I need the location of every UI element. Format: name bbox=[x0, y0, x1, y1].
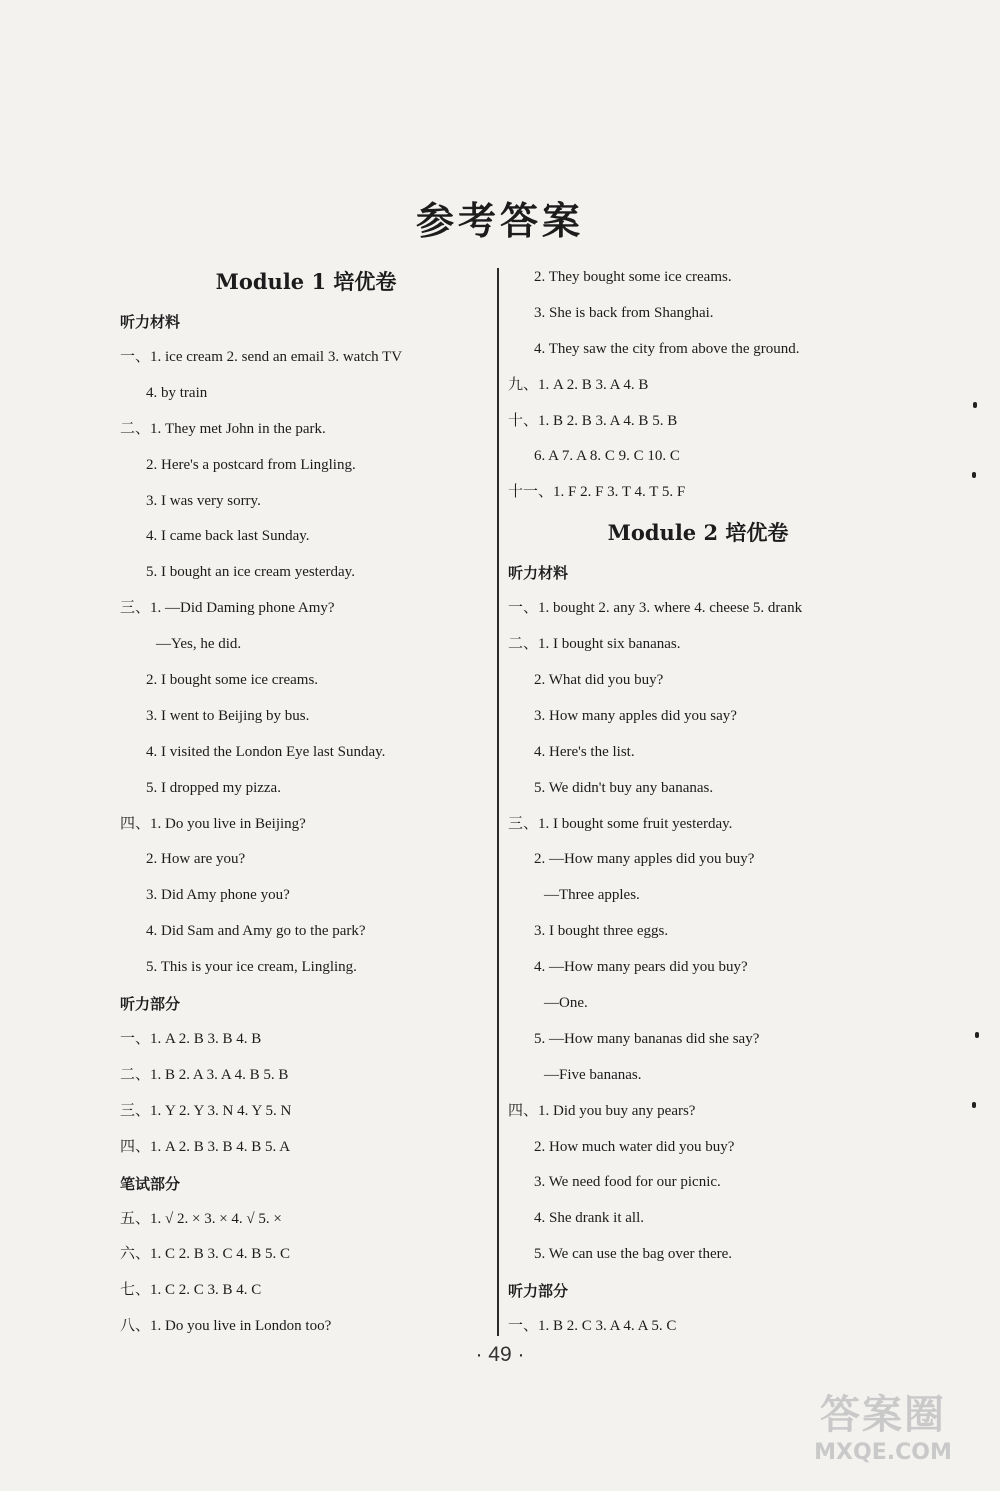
section-heading: 听力部分 bbox=[508, 1282, 569, 1301]
question-group-line: 七、1. C 2. C 3. B 4. C bbox=[120, 1282, 262, 1299]
answer-line: 3. How many apples did you say? bbox=[534, 707, 737, 724]
answer-line: 4. Did Sam and Amy go to the park? bbox=[146, 923, 366, 940]
section-heading: 听力部分 bbox=[120, 995, 181, 1014]
answer-line: 2. They bought some ice creams. bbox=[534, 269, 732, 285]
answer-line: 4. I came back last Sunday. bbox=[146, 528, 310, 545]
page-title: 参考答案 bbox=[415, 198, 584, 243]
answer-line: 3. Did Amy phone you? bbox=[146, 887, 290, 904]
answer-line: 2. —How many apples did you buy? bbox=[534, 851, 755, 868]
answer-line: 4. She drank it all. bbox=[534, 1210, 644, 1227]
section-heading: 笔试部分 bbox=[120, 1174, 181, 1193]
question-group-line: 九、1. A 2. B 3. A 4. B bbox=[508, 376, 649, 393]
watermark-title: 答案圈 bbox=[820, 1392, 946, 1438]
answer-line: 4. I visited the London Eye last Sunday. bbox=[146, 743, 386, 760]
watermark-url: MXQE.COM bbox=[814, 1440, 952, 1465]
question-group-line: 三、1. —Did Daming phone Amy? bbox=[120, 600, 335, 617]
question-group-line: 三、1. I bought some fruit yesterday. bbox=[508, 815, 733, 832]
question-group-line: 一、1. A 2. B 3. B 4. B bbox=[120, 1031, 262, 1048]
page-number: · 49 · bbox=[475, 1343, 525, 1366]
section-heading: 听力材料 bbox=[508, 564, 569, 583]
scan-speck bbox=[975, 1032, 979, 1038]
question-group-line: 一、1. B 2. C 3. A 4. A 5. C bbox=[508, 1318, 677, 1335]
answer-line: 5. I dropped my pizza. bbox=[146, 779, 281, 796]
section-heading: 听力材料 bbox=[120, 313, 181, 331]
answer-line: 3. I was very sorry. bbox=[146, 492, 261, 509]
answer-line: —Yes, he did. bbox=[156, 636, 242, 653]
answer-line: 4. They saw the city from above the ground. bbox=[534, 340, 800, 357]
answer-line: 2. Here's a postcard from Lingling. bbox=[146, 456, 356, 473]
question-group-line: 四、1. Do you live in Beijing? bbox=[120, 815, 306, 832]
left-column bbox=[120, 260, 492, 1345]
question-group-line: 二、1. They met John in the park. bbox=[120, 420, 326, 437]
answer-line: 2. I bought some ice creams. bbox=[146, 672, 319, 689]
question-group-line: 五、1. √ 2. × 3. × 4. √ 5. × bbox=[120, 1210, 282, 1227]
answer-line: 6. A 7. A 8. C 9. C 10. C bbox=[534, 448, 680, 465]
answer-line: 4. —How many pears did you buy? bbox=[534, 959, 748, 976]
answer-line: 5. We can use the bag over there. bbox=[534, 1246, 733, 1263]
question-group-line: 十、1. B 2. B 3. A 4. B 5. B bbox=[508, 412, 678, 429]
module-heading: Module 1 培优卷 bbox=[215, 269, 397, 294]
question-group-line: 十一、1. F 2. F 3. T 4. T 5. F bbox=[508, 484, 686, 501]
answer-line: —One. bbox=[544, 995, 588, 1012]
answer-line: 3. I bought three eggs. bbox=[534, 923, 669, 940]
answer-line: 4. Here's the list. bbox=[534, 743, 635, 760]
question-group-line: 四、1. A 2. B 3. B 4. B 5. A bbox=[120, 1138, 291, 1155]
answer-line: 3. We need food for our picnic. bbox=[534, 1174, 721, 1191]
question-group-line: 八、1. Do you live in London too? bbox=[120, 1318, 332, 1335]
answer-line: 5. We didn't buy any bananas. bbox=[534, 779, 714, 796]
answer-line: 2. How much water did you buy? bbox=[534, 1138, 735, 1155]
column-divider bbox=[497, 268, 499, 1336]
question-group-line: 四、1. Did you buy any pears? bbox=[508, 1102, 696, 1119]
module-heading: Module 2 培优卷 bbox=[607, 520, 789, 546]
answer-line: 5. This is your ice cream, Lingling. bbox=[146, 959, 357, 976]
question-group-line: 二、1. B 2. A 3. A 4. B 5. B bbox=[120, 1066, 289, 1083]
scan-speck bbox=[972, 472, 976, 478]
scan-speck bbox=[972, 1102, 976, 1108]
answer-line: —Three apples. bbox=[544, 887, 640, 904]
answer-line: —Five bananas. bbox=[544, 1066, 642, 1083]
watermark-logo bbox=[788, 1391, 978, 1473]
question-group-line: 三、1. Y 2. Y 3. N 4. Y 5. N bbox=[120, 1102, 292, 1119]
right-column bbox=[508, 260, 888, 1345]
answer-line: 4. by train bbox=[146, 384, 208, 401]
answer-line: 3. She is back from Shanghai. bbox=[534, 304, 714, 321]
answer-line: 5. I bought an ice cream yesterday. bbox=[146, 564, 355, 581]
scan-speck bbox=[973, 402, 977, 408]
answer-line: 2. What did you buy? bbox=[534, 672, 664, 689]
question-group-line: 二、1. I bought six bananas. bbox=[508, 636, 681, 653]
answer-line: 3. I went to Beijing by bus. bbox=[146, 707, 310, 724]
answer-line: 5. —How many bananas did she say? bbox=[534, 1030, 760, 1047]
question-group-line: 一、1. bought 2. any 3. where 4. cheese 5. drank bbox=[508, 600, 803, 617]
question-group-line: 一、1. ice cream 2. send an email 3. watch TV bbox=[120, 349, 403, 365]
question-group-line: 六、1. C 2. B 3. C 4. B 5. C bbox=[120, 1246, 291, 1263]
answer-line: 2. How are you? bbox=[146, 851, 246, 868]
